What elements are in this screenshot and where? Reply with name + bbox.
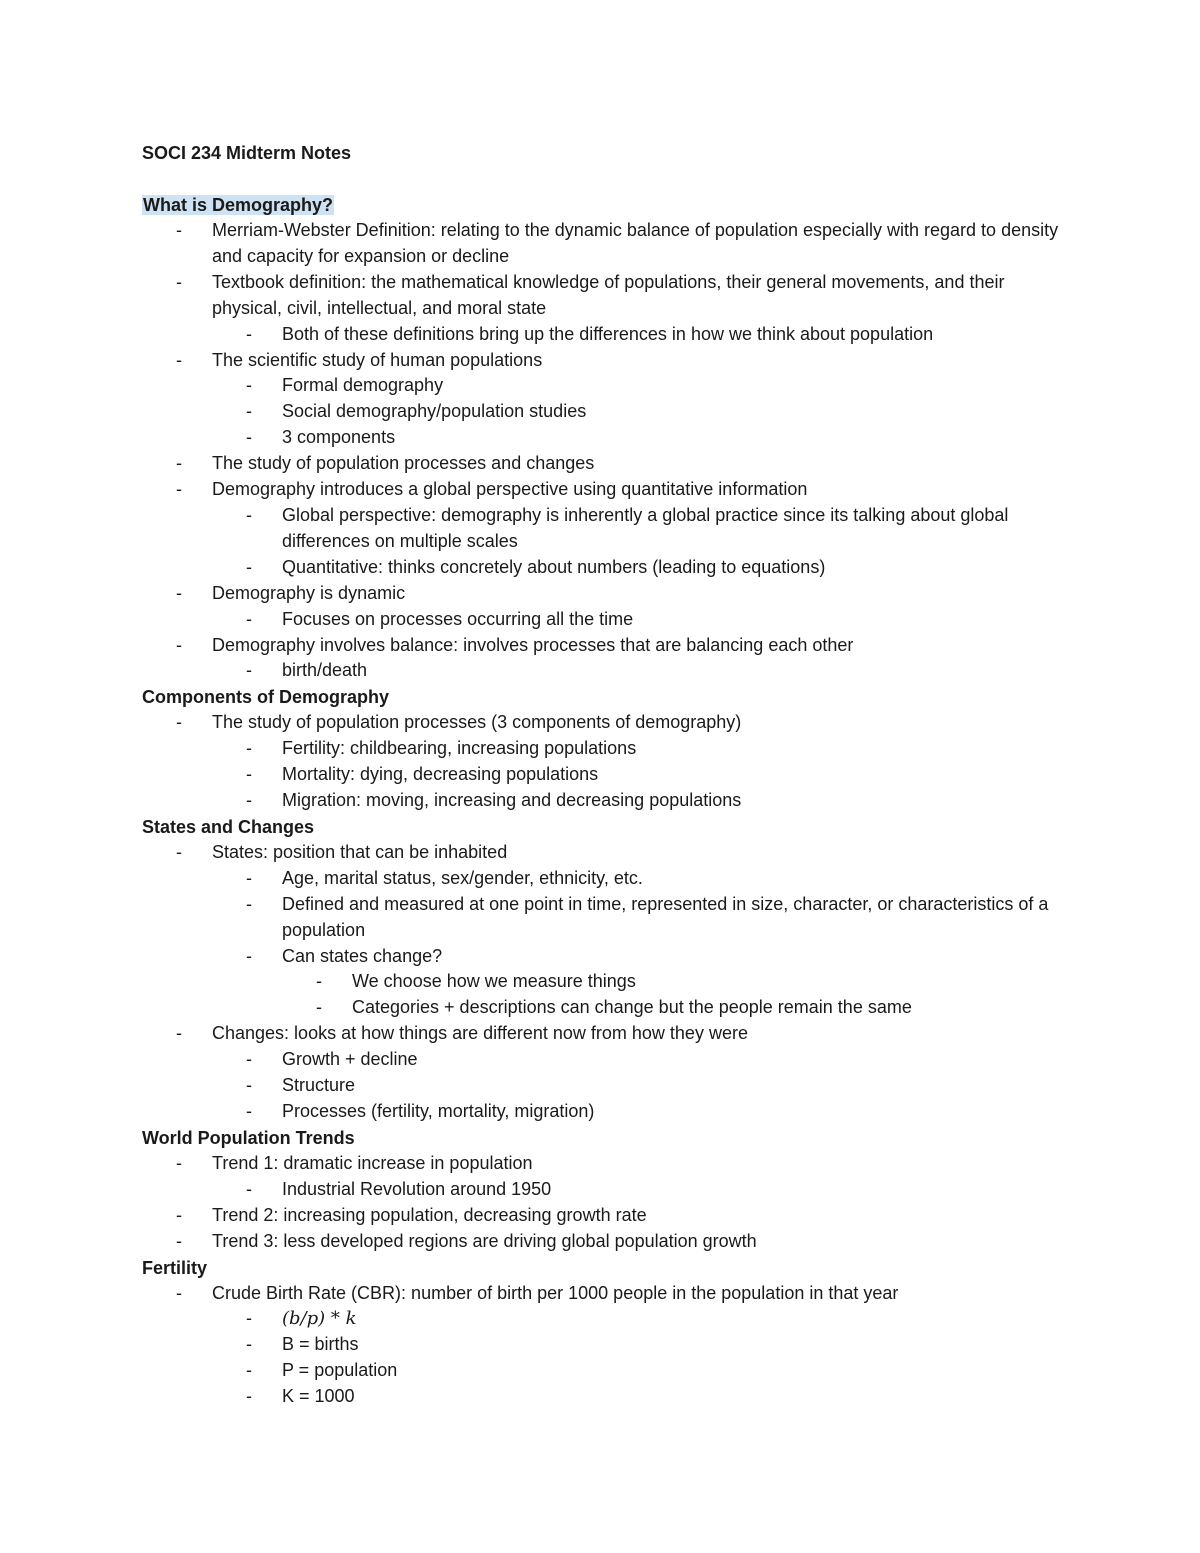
list-item xyxy=(142,581,1062,607)
list-item xyxy=(142,399,1062,425)
list-item xyxy=(142,1047,1062,1073)
section-heading xyxy=(142,684,1062,710)
section-heading-text: Fertility xyxy=(142,1257,208,1278)
page-title: SOCI 234 Midterm Notes xyxy=(142,143,352,163)
dash-bullet-icon: - xyxy=(246,375,252,396)
list-item xyxy=(142,762,1062,788)
list-item xyxy=(142,866,1062,892)
section-heading-text: World Population Trends xyxy=(142,1127,355,1148)
list-item-text: Industrial Revolution around 1950 xyxy=(282,1178,552,1199)
dash-bullet-icon: - xyxy=(246,790,252,811)
list-item-text: 3 components xyxy=(282,427,396,448)
list-item-text: Social demography/population studies xyxy=(282,401,587,422)
list-item-text: The study of population processes (3 components of demography) xyxy=(212,712,742,733)
list-item-text: Both of these definitions bring up the differences in how we think about population xyxy=(282,323,934,344)
document-page xyxy=(142,140,1062,1410)
list-item xyxy=(142,969,1062,995)
list-item xyxy=(142,555,1062,581)
list-item-text: Trend 3: less developed regions are driving global population growth xyxy=(212,1230,757,1251)
list-item xyxy=(142,1203,1062,1229)
list-item xyxy=(142,607,1062,633)
list-item xyxy=(142,322,1062,348)
list-item-text: Can states change? xyxy=(282,945,443,966)
section-heading xyxy=(142,814,1062,840)
list-item xyxy=(142,425,1062,451)
dash-bullet-icon: - xyxy=(246,1075,252,1096)
list-item xyxy=(142,1332,1062,1358)
formula-text: (b/p) * k xyxy=(282,1308,357,1330)
list-item xyxy=(142,710,1062,736)
dash-bullet-icon: - xyxy=(246,1178,252,1199)
list-item-text: Textbook definition: the mathematical knowledge of populations, their general movements, and their physical, civil, intellectual, and moral state xyxy=(212,271,1005,318)
list-item-text: Migration: moving, increasing and decreasing populations xyxy=(282,790,742,811)
list-item xyxy=(142,892,1062,944)
list-item-text: Structure xyxy=(282,1075,356,1096)
dash-bullet-icon: - xyxy=(246,556,252,577)
dash-bullet-icon: - xyxy=(246,1334,252,1355)
section-heading xyxy=(142,1255,1062,1281)
notes-body xyxy=(142,192,1062,1410)
list-item-text: Age, marital status, sex/gender, ethnicity, etc. xyxy=(282,867,643,888)
list-item-text: Demography is dynamic xyxy=(212,582,406,603)
list-item xyxy=(142,633,1062,659)
dash-bullet-icon: - xyxy=(176,712,182,733)
dash-bullet-icon: - xyxy=(176,1230,182,1251)
list-item-text: K = 1000 xyxy=(282,1386,355,1407)
list-item xyxy=(142,1358,1062,1384)
dash-bullet-icon: - xyxy=(176,220,182,240)
dash-bullet-icon: - xyxy=(246,867,252,888)
list-item xyxy=(142,1073,1062,1099)
dash-bullet-icon: - xyxy=(176,1152,182,1173)
list-item-text: Fertility: childbearing, increasing populations xyxy=(282,738,637,759)
list-item-text: Focuses on processes occurring all the time xyxy=(282,608,634,629)
dash-bullet-icon: - xyxy=(246,1360,252,1381)
list-item-text: Mortality: dying, decreasing populations xyxy=(282,764,599,785)
list-item xyxy=(142,944,1062,970)
list-item-text: birth/death xyxy=(282,660,368,681)
list-item-text: Processes (fertility, mortality, migration) xyxy=(282,1101,595,1121)
list-item-text: P = population xyxy=(282,1360,398,1381)
section-heading-text: Components of Demography xyxy=(142,687,390,708)
dash-bullet-icon: - xyxy=(246,945,252,966)
list-item xyxy=(142,736,1062,762)
section-heading-text: What is Demography? xyxy=(143,195,334,215)
dash-bullet-icon: - xyxy=(176,841,182,862)
list-item-text: Trend 1: dramatic increase in population xyxy=(212,1152,533,1173)
list-item xyxy=(142,788,1062,814)
list-item xyxy=(142,270,1062,322)
list-item-text: Defined and measured at one point in time, represented in size, character, or characteristics of a population xyxy=(282,893,1049,940)
dash-bullet-icon: - xyxy=(176,349,182,370)
list-item xyxy=(142,1229,1062,1255)
list-item-text: Formal demography xyxy=(282,375,444,396)
dash-bullet-icon: - xyxy=(176,1282,182,1303)
dash-bullet-icon: - xyxy=(176,479,182,500)
list-item-text: Global perspective: demography is inherently a global practice since its talking about global differences on multiple scales xyxy=(282,504,1009,551)
section-heading-text: States and Changes xyxy=(142,816,315,837)
list-item-text: States: position that can be inhabited xyxy=(212,841,508,862)
list-item xyxy=(142,658,1062,684)
dash-bullet-icon: - xyxy=(176,453,182,474)
dash-bullet-icon: - xyxy=(246,1308,252,1329)
dash-bullet-icon: - xyxy=(176,1204,182,1225)
dash-bullet-icon: - xyxy=(246,893,252,914)
list-item xyxy=(142,1281,1062,1307)
dash-bullet-icon: - xyxy=(176,271,182,292)
list-item xyxy=(142,218,1062,270)
dash-bullet-icon: - xyxy=(246,608,252,629)
dash-bullet-icon: - xyxy=(246,1101,252,1121)
list-item-text: Crude Birth Rate (CBR): number of birth per 1000 people in the population in that year xyxy=(212,1282,899,1303)
dash-bullet-icon: - xyxy=(246,427,252,448)
list-item-text: Demography involves balance: involves processes that are balancing each other xyxy=(212,634,854,655)
list-item xyxy=(142,348,1062,374)
dash-bullet-icon: - xyxy=(246,504,252,525)
list-item-text: Quantitative: thinks concretely about numbers (leading to equations) xyxy=(282,556,826,577)
list-item-text: We choose how we measure things xyxy=(352,971,636,992)
section-heading xyxy=(142,192,1062,218)
dash-bullet-icon: - xyxy=(176,582,182,603)
list-item xyxy=(142,503,1062,555)
list-item-text: Trend 2: increasing population, decreasing growth rate xyxy=(212,1204,647,1225)
dash-bullet-icon: - xyxy=(246,401,252,422)
list-item xyxy=(142,1306,1062,1332)
section-heading xyxy=(142,1125,1062,1151)
list-item xyxy=(142,1384,1062,1410)
list-item xyxy=(142,995,1062,1021)
list-item-text: Growth + decline xyxy=(282,1049,418,1070)
list-item xyxy=(142,840,1062,866)
dash-bullet-icon: - xyxy=(246,1386,252,1407)
dash-bullet-icon: - xyxy=(246,764,252,785)
list-item-text: B = births xyxy=(282,1334,359,1355)
list-item xyxy=(142,1099,1062,1125)
list-item-text: Merriam-Webster Definition: relating to the dynamic balance of population especially with regard to density and capacity for expansion or decline xyxy=(212,220,1059,266)
list-item-text: Changes: looks at how things are different now from how they were xyxy=(212,1023,748,1044)
list-item xyxy=(142,373,1062,399)
list-item xyxy=(142,1151,1062,1177)
dash-bullet-icon: - xyxy=(176,1023,182,1044)
list-item-text: The study of population processes and changes xyxy=(212,453,595,474)
dash-bullet-icon: - xyxy=(246,660,252,681)
dash-bullet-icon: - xyxy=(316,971,322,992)
list-item-text: Categories + descriptions can change but the people remain the same xyxy=(352,997,912,1018)
dash-bullet-icon: - xyxy=(246,323,252,344)
dash-bullet-icon: - xyxy=(316,997,322,1018)
dash-bullet-icon: - xyxy=(246,738,252,759)
list-item xyxy=(142,1177,1062,1203)
list-item-text: The scientific study of human populations xyxy=(212,349,543,370)
list-item xyxy=(142,451,1062,477)
list-item xyxy=(142,1021,1062,1047)
dash-bullet-icon: - xyxy=(176,634,182,655)
list-item-text: Demography introduces a global perspective using quantitative information xyxy=(212,479,808,500)
list-item xyxy=(142,477,1062,503)
dash-bullet-icon: - xyxy=(246,1049,252,1070)
